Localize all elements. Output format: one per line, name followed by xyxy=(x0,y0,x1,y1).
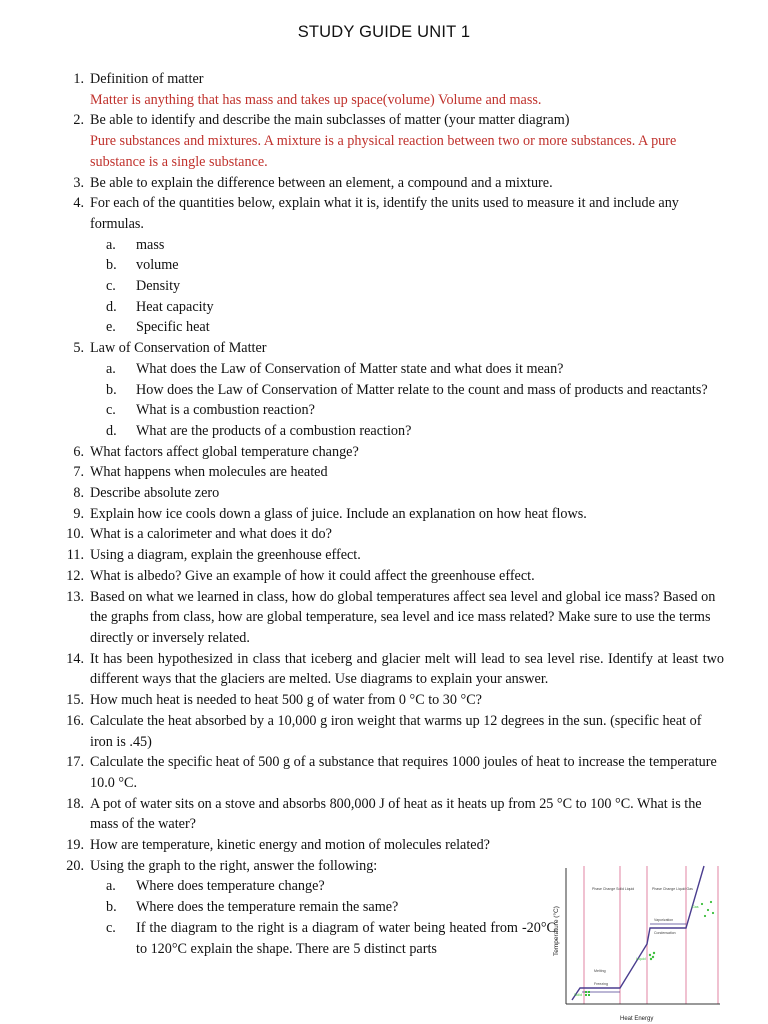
condensation-label: Condensation xyxy=(654,931,676,935)
item-number: 20. xyxy=(66,857,84,874)
item-text: Where does the temperature remain the same? xyxy=(136,899,399,916)
item-text: Calculate the heat absorbed by a 10,000 g iron weight that warms up 12 degrees in the sun. (specific heat of iron is .45) xyxy=(90,712,702,750)
question-item xyxy=(60,524,724,545)
item-number: 1. xyxy=(73,71,84,87)
item-number: 18. xyxy=(66,795,84,812)
question-item xyxy=(60,649,724,690)
item-text: Describe absolute zero xyxy=(90,485,220,502)
liquid-particles xyxy=(649,952,655,960)
vaporization-label: Vaporization xyxy=(654,918,674,922)
item-text: Using a diagram, explain the greenhouse effect. xyxy=(90,547,361,564)
item-text: How are temperature, kinetic energy and motion of molecules related? xyxy=(90,837,490,854)
item-number: 9. xyxy=(73,505,84,522)
item-text: What does the Law of Conservation of Matter state and what does it mean? xyxy=(136,360,564,377)
phase-change-label-1: Phase Change Solid Liquid xyxy=(592,887,635,891)
question-item xyxy=(60,442,724,463)
item-text: What are the products of a combustion reaction? xyxy=(136,422,412,439)
item-number: b. xyxy=(106,899,117,916)
heating-curve-svg xyxy=(540,860,728,1024)
item-text: What is albedo? Give an example of how it could affect the greenhouse effect. xyxy=(90,567,535,584)
question-subitem xyxy=(60,400,724,421)
item-number: 16. xyxy=(66,712,84,729)
item-number: 4. xyxy=(73,195,84,212)
item-text: What happens when molecules are heated xyxy=(90,464,328,481)
question-subitem xyxy=(60,276,724,297)
item-text: Explain how ice cools down a glass of juice. Include an explanation on how heat flows. xyxy=(90,505,587,522)
item-number: 2. xyxy=(73,112,84,129)
item-text: What factors affect global temperature change? xyxy=(90,443,359,460)
answer-text xyxy=(60,90,724,111)
item-number: 3. xyxy=(73,174,84,191)
question-item xyxy=(60,483,724,504)
item-number: c. xyxy=(106,278,116,295)
item-text: Be able to identify and describe the main subclasses of matter (your matter diagram) xyxy=(90,112,570,129)
item-number: c. xyxy=(106,919,116,936)
gas-label: Gas xyxy=(692,905,699,909)
question-item xyxy=(60,566,724,587)
question-item xyxy=(60,587,724,649)
item-number: b. xyxy=(106,381,117,398)
item-number: 13. xyxy=(66,588,84,605)
item-text: Heat capacity xyxy=(136,298,214,315)
question-subitem xyxy=(60,235,724,256)
question-item xyxy=(60,110,724,131)
item-text: Where does temperature change? xyxy=(136,878,325,895)
item-text: A pot of water sits on a stove and absorbs 800,000 J of heat as it heats up from 25 °C to 100 °C. What is the mass of the water? xyxy=(90,795,702,833)
answer-text xyxy=(60,131,724,172)
question-item xyxy=(60,690,724,711)
item-text: Matter is anything that has mass and takes up space(volume) Volume and mass. xyxy=(90,91,542,108)
item-text: How does the Law of Conservation of Matter relate to the count and mass of products and reactants? xyxy=(136,381,708,398)
item-number: 19. xyxy=(66,837,84,854)
question-item xyxy=(60,794,724,835)
item-number: a. xyxy=(106,360,116,377)
item-text: Specific heat xyxy=(136,319,210,336)
question-subitem xyxy=(60,359,724,380)
question-item xyxy=(60,338,724,359)
item-text: Based on what we learned in class, how do global temperatures affect sea level and global ice mass? Based on the graphs from class, how are global temperature, sea level and ice mass related? Make sure to use the terms directly or inversely related. xyxy=(90,588,716,646)
question-subitem xyxy=(60,380,724,401)
phase-change-label-2: Phase Change Liquid Gas xyxy=(652,887,693,891)
item-number: 11. xyxy=(66,547,84,564)
item-number: 6. xyxy=(73,443,84,460)
item-text: Pure substances and mixtures. A mixture is a physical reaction between two or more substances. A pure substance is a single substance. xyxy=(90,133,677,170)
item-number: e. xyxy=(106,319,116,336)
question-subitem xyxy=(60,317,724,338)
item-number: a. xyxy=(106,878,116,895)
item-number: b. xyxy=(106,257,117,274)
question-item xyxy=(60,711,724,752)
solid-label: Solid xyxy=(574,993,582,997)
item-number: 12. xyxy=(66,567,84,584)
question-item xyxy=(60,504,724,525)
question-item xyxy=(60,545,724,566)
item-number: c. xyxy=(106,402,116,419)
item-text: Calculate the specific heat of 500 g of a substance that requires 1000 joules of heat to increase the temperature 10.0 °C. xyxy=(90,754,717,791)
heating-curve-graph xyxy=(540,860,728,1024)
item-text: It has been hypothesized in class that iceberg and glacier melt will lead to sea level rise. Identify at least two different ways that the glaciers are melted. Use diagrams to explain your answer. xyxy=(90,650,724,688)
melting-label: Melting xyxy=(594,969,606,973)
x-axis-label: Heat Energy xyxy=(620,1016,654,1022)
item-text: mass xyxy=(136,236,165,253)
y-axis-label: Temperature (°C) xyxy=(553,906,560,956)
item-text: Be able to explain the difference between an element, a compound and a mixture. xyxy=(90,174,553,191)
freezing-label: Freezing xyxy=(594,982,608,986)
item-number: 15. xyxy=(66,692,84,709)
item-text: For each of the quantities below, explain what it is, identify the units used to measure it and include any formulas. xyxy=(90,195,679,232)
question-item xyxy=(60,69,724,90)
item-number: d. xyxy=(106,298,117,315)
question-item xyxy=(60,835,724,856)
item-text: What is a combustion reaction? xyxy=(136,402,315,419)
item-number: 14. xyxy=(66,650,84,667)
item-text: Law of Conservation of Matter xyxy=(90,340,267,357)
item-number: a. xyxy=(106,236,116,253)
item-text: If the diagram to the right is a diagram of water being heated from -20°C to 120°C explain the shape. There are 5 distinct parts xyxy=(136,919,556,957)
item-text: What is a calorimeter and what does it do? xyxy=(90,526,332,543)
question-item xyxy=(60,462,724,483)
question-subitem xyxy=(60,421,724,442)
liquid-label: Liquid xyxy=(636,957,646,961)
question-item xyxy=(60,752,724,793)
item-number: 10. xyxy=(66,526,84,543)
question-item xyxy=(60,193,724,234)
question-list xyxy=(60,69,724,959)
item-number: 7. xyxy=(73,464,84,481)
item-text: volume xyxy=(136,257,179,274)
item-number: 8. xyxy=(73,485,84,502)
page-title: STUDY GUIDE UNIT 1 xyxy=(297,23,471,41)
question-item xyxy=(60,173,724,194)
question-subitem xyxy=(60,255,724,276)
item-text: Density xyxy=(136,278,181,295)
item-number: 17. xyxy=(66,754,84,771)
item-text: How much heat is needed to heat 500 g of water from 0 °C to 30 °C? xyxy=(90,692,482,709)
gas-particles xyxy=(701,901,714,917)
item-text: Using the graph to the right, answer the following: xyxy=(90,857,378,874)
question-subitem xyxy=(60,297,724,318)
item-number: d. xyxy=(106,422,117,439)
item-number: 5. xyxy=(73,340,84,357)
item-text: Definition of matter xyxy=(90,71,204,87)
